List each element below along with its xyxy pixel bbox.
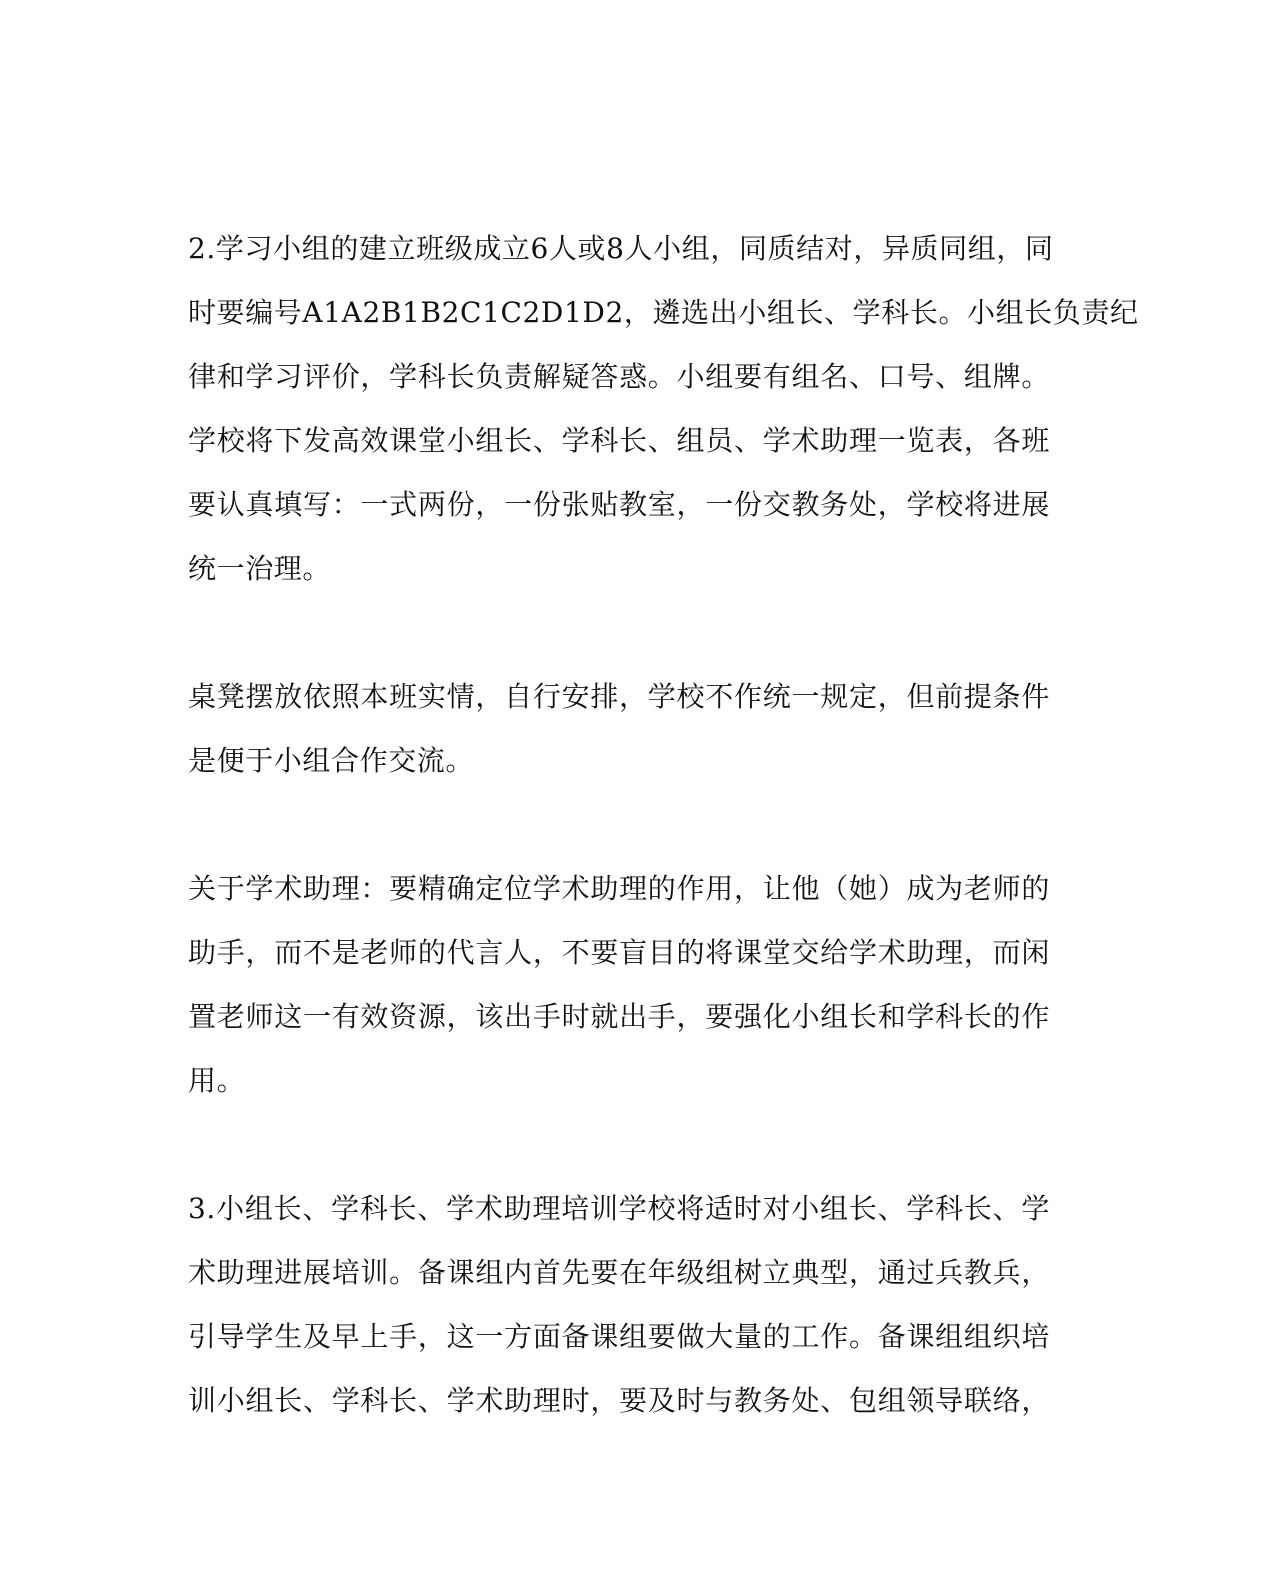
paragraph-desk-arrangement [188, 665, 1050, 793]
text-line: 要认真填写：一式两份，一份张贴教室，一份交教务处，学校将进展 [188, 488, 1050, 521]
text-line: 关于学术助理：要精确定位学术助理的作用，让他（她）成为老师的 [188, 872, 1050, 905]
document-page [188, 217, 1139, 1433]
paragraph-academic-assistant [188, 857, 1050, 1113]
text-line: 用。 [188, 1064, 246, 1097]
text-line: 是便于小组合作交流。 [188, 744, 475, 777]
text-line: 桌凳摆放依照本班实情，自行安排，学校不作统一规定，但前提条件 [188, 680, 1050, 713]
text-line: 时要编号A1A2B1B2C1C2D1D2，遴选出小组长、学科长。小组长负责纪 [188, 296, 1139, 329]
text-line: 引导学生及早上手，这一方面备课组要做大量的工作。备课组组织培 [188, 1320, 1050, 1353]
text-line: 学校将下发高效课堂小组长、学科长、组员、学术助理一览表，各班 [188, 424, 1050, 457]
paragraph-spacer [188, 1113, 1050, 1177]
text-line: 3.小组长、学科长、学术助理培训学校将适时对小组长、学科长、学 [188, 1192, 1050, 1225]
text-line: 统一治理。 [188, 552, 332, 585]
text-line: 2.学习小组的建立班级成立6人或8人小组，同质结对，异质同组，同 [188, 232, 1054, 265]
text-line: 置老师这一有效资源，该出手时就出手，要强化小组长和学科长的作 [188, 1000, 1050, 1033]
paragraph-training [188, 1177, 1050, 1433]
text-line: 训小组长、学科长、学术助理时，要及时与教务处、包组领导联络， [188, 1384, 1050, 1417]
paragraph-spacer [188, 793, 1050, 857]
text-line: 术助理进展培训。备课组内首先要在年级组树立典型，通过兵教兵， [188, 1256, 1050, 1289]
paragraph-study-groups [188, 217, 1139, 601]
text-line: 助手，而不是老师的代言人，不要盲目的将课堂交给学术助理，而闲 [188, 936, 1050, 969]
paragraph-spacer [188, 601, 1050, 665]
text-line: 律和学习评价，学科长负责解疑答惑。小组要有组名、口号、组牌。 [188, 360, 1050, 393]
